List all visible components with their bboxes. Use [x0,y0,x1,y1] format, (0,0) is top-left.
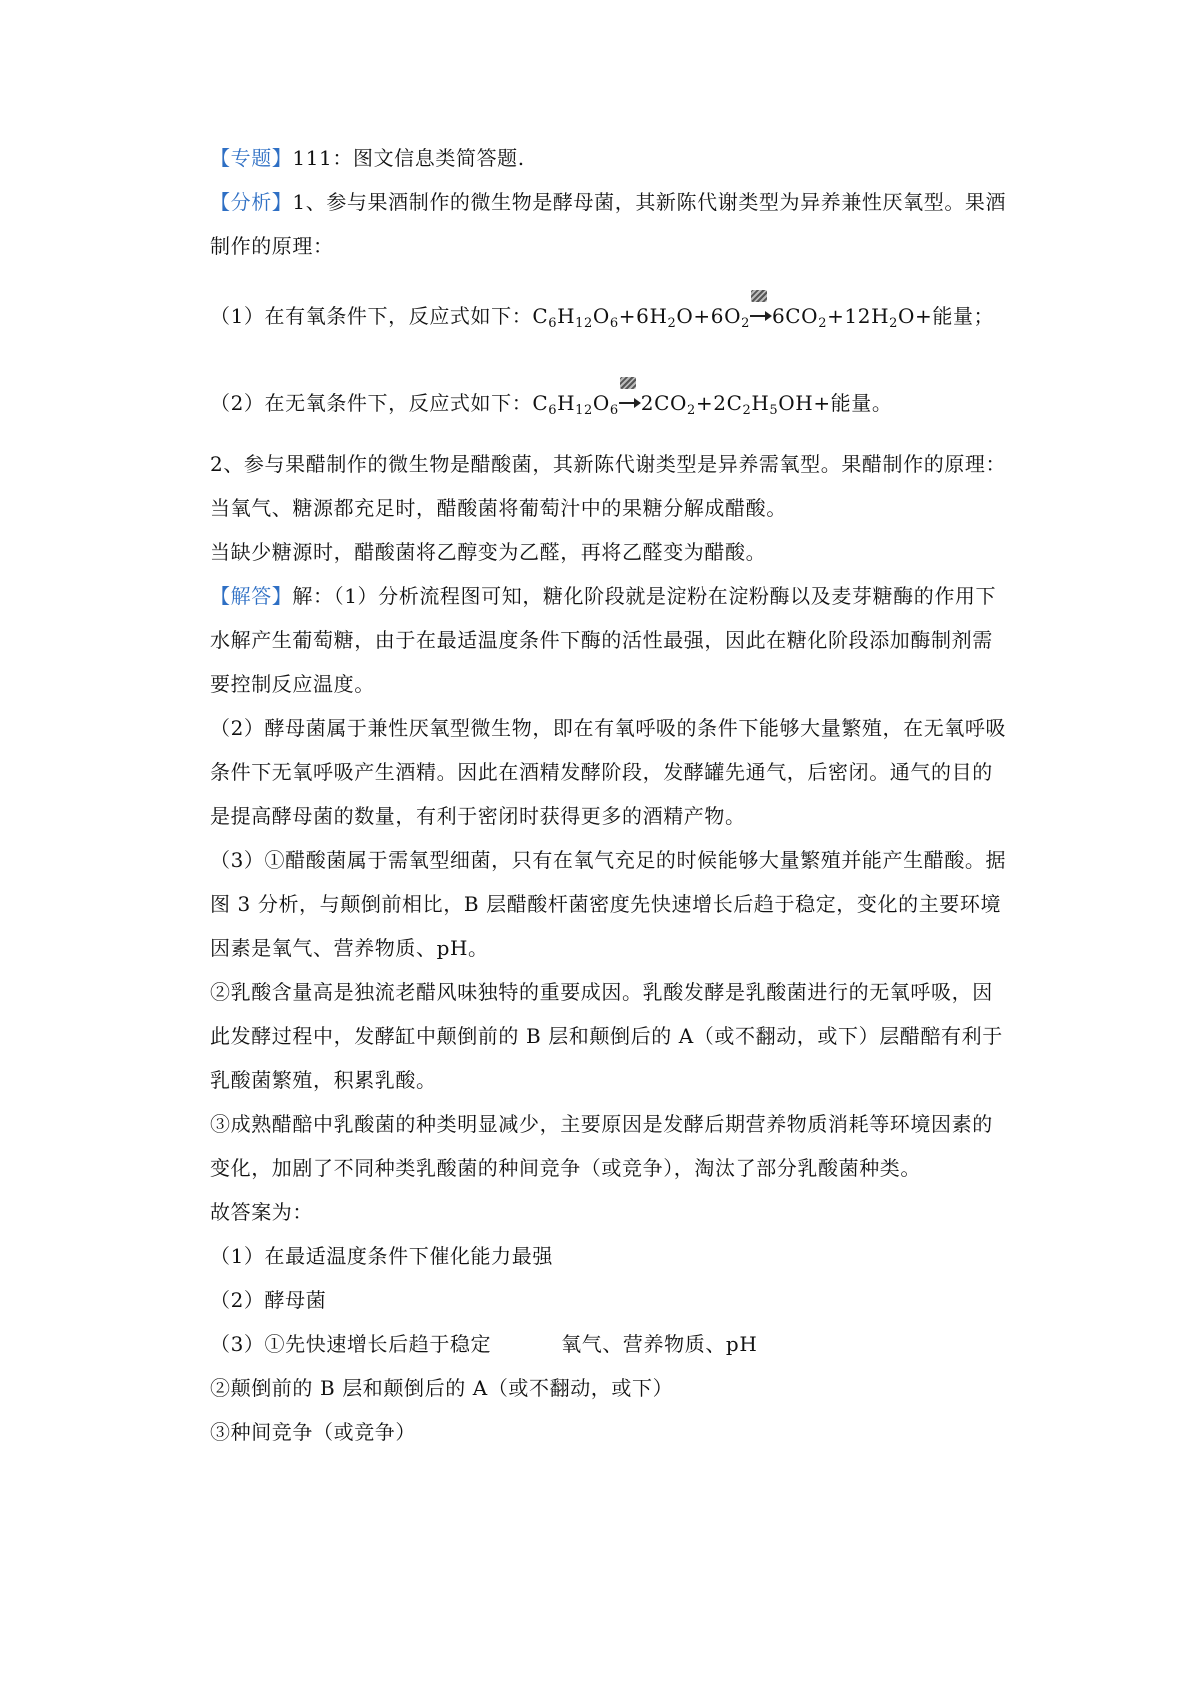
topic-line [210,144,525,172]
solution-line-5: 条件下无氧呼吸产生酒精。因此在酒精发酵阶段，发酵罐先通气，后密闭。通气的目的 [210,760,993,784]
equation-anaerobic-prefix: （2）在无氧条件下，反应式如下： [210,391,533,415]
equation-anaerobic-lhs: $C_6H_{12}O_6$ [532,391,619,418]
analysis-text-1: 1、参与果酒制作的微生物是酵母菌，其新陈代谢类型为异养兼性厌氧型。果酒 [292,190,1007,214]
solution-line-8: 图 3 分析，与颠倒前相比，B 层醋酸杆菌密度先快速增长后趋于稳定，变化的主要环境 [210,892,1002,916]
solution-line-9: 因素是氧气、营养物质、pH。 [210,936,489,960]
solution-line-12: 乳酸菌繁殖，积累乳酸。 [210,1068,437,1092]
analysis-line-5: 当缺少糖源时，醋酸菌将乙醇变为乙醛，再将乙醛变为醋酸。 [210,540,767,564]
solution-line-13: ③成熟醋醅中乳酸菌的种类明显减少，主要原因是发酵后期营养物质消耗等环境因素的 [210,1112,993,1136]
answer-3-right: 氧气、营养物质、pH [561,1332,758,1356]
answer-1: （1）在最适温度条件下催化能力最强 [210,1244,553,1268]
solution-line-4: （2）酵母菌属于兼性厌氧型微生物，即在有氧呼吸的条件下能够大量繁殖，在无氧呼吸 [210,716,1007,740]
enzyme-icon [751,290,767,302]
solution-tag: 【解答】 [210,584,293,608]
analysis-line-1 [210,188,1006,216]
solution-text-1: 解：（1）分析流程图可知，糖化阶段就是淀粉在淀粉酶以及麦芽糖酶的作用下 [292,584,997,608]
solution-line-11: 此发酵过程中，发酵缸中颠倒前的 B 层和颠倒后的 A（或不翻动，或下）层醋醅有利于 [210,1024,1003,1048]
enzyme-arrow-icon [619,389,641,417]
equation-aerobic-lhs: $C_6H_{12}O_6+6H_2O+6O_2$ [532,304,750,331]
equation-aerobic [210,302,994,330]
solution-line-3: 要控制反应温度。 [210,672,375,696]
answer-4: ②颠倒前的 B 层和颠倒后的 A（或不翻动，或下） [210,1376,674,1400]
enzyme-icon [620,377,636,389]
solution-line-6: 是提高酵母菌的数量，有利于密闭时获得更多的酒精产物。 [210,804,746,828]
solution-line-10: ②乳酸含量高是独流老醋风味独特的重要成因。乳酸发酵是乳酸菌进行的无氧呼吸，因 [210,980,993,1004]
equation-anaerobic-rhs: $2CO_2+2C_2H_5OH+$能量。 [640,391,893,418]
answer-3-left: （3）①先快速增长后趋于稳定 [210,1332,492,1356]
analysis-line-3: 2、参与果醋制作的微生物是醋酸菌，其新陈代谢类型是异养需氧型。果醋制作的原理： [210,452,1007,476]
answer-5: ③种间竞争（或竞争） [210,1420,416,1444]
analysis-line-2: 制作的原理： [210,234,334,258]
equation-anaerobic [210,389,892,417]
topic-tag: 【专题】 [210,146,293,170]
analysis-tag: 【分析】 [210,190,293,214]
enzyme-arrow-icon [750,302,772,330]
solution-line-7: （3）①醋酸菌属于需氧型细菌，只有在氧气充足的时候能够大量繁殖并能产生醋酸。据 [210,848,1007,872]
solution-line-14: 变化，加剧了不同种类乳酸菌的种间竞争（或竞争），淘汰了部分乳酸菌种类。 [210,1156,921,1180]
solution-line-1 [210,582,996,610]
answer-3 [210,1330,757,1358]
analysis-line-4: 当氧气、糖源都充足时，醋酸菌将葡萄汁中的果糖分解成醋酸。 [210,496,787,520]
answer-2: （2）酵母菌 [210,1288,327,1312]
equation-aerobic-prefix: （1）在有氧条件下，反应式如下： [210,304,533,328]
topic-text: 111：图文信息类简答题. [292,146,525,170]
equation-aerobic-rhs: $6CO_2+12H_2O+$能量； [771,304,995,331]
answer-intro: 故答案为： [210,1200,313,1224]
solution-line-2: 水解产生葡萄糖，由于在最适温度条件下酶的活性最强，因此在糖化阶段添加酶制剂需 [210,628,993,652]
